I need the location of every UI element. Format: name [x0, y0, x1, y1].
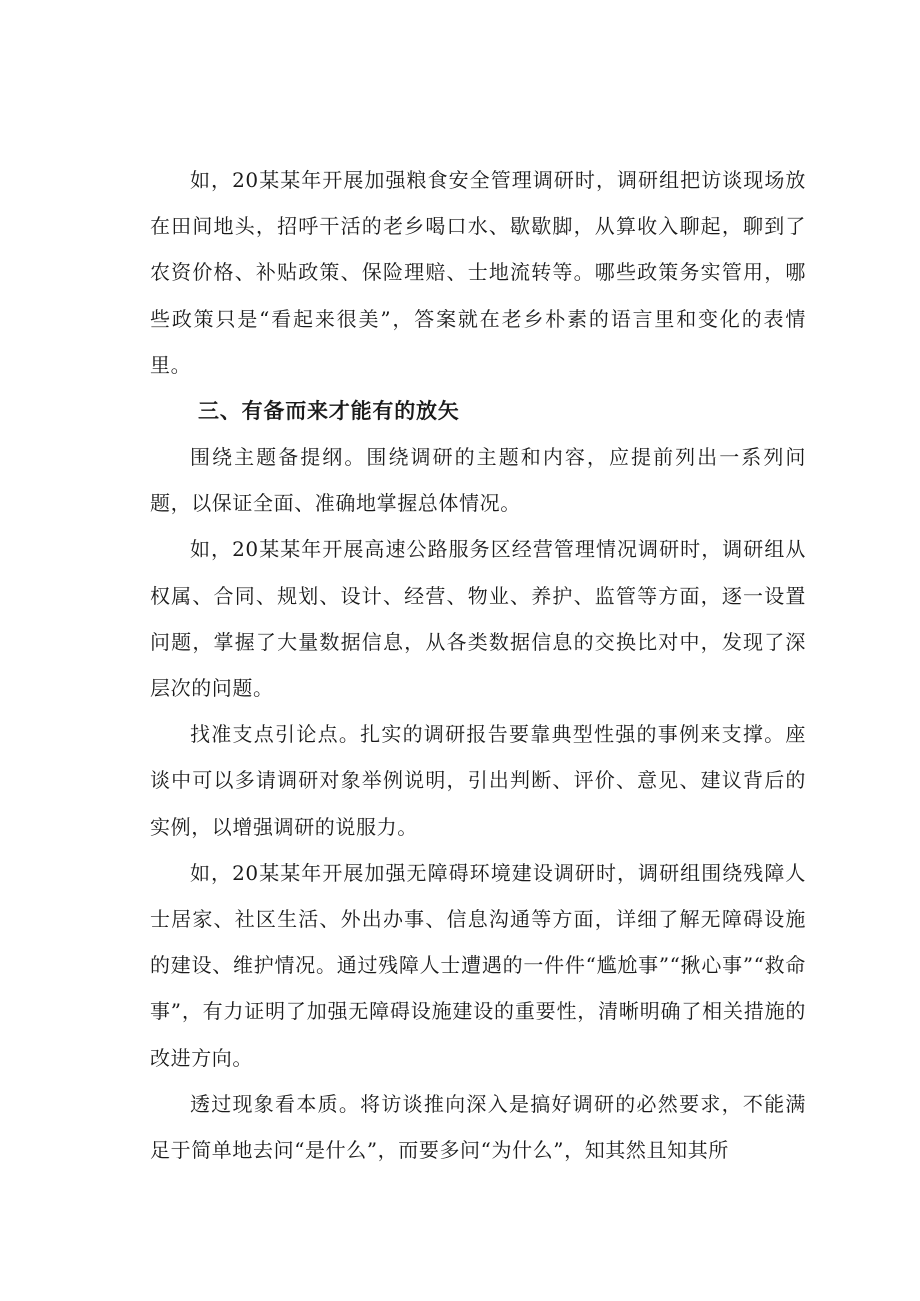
paragraph-grain-security-example: 如，20某某年开展加强粮食安全管理调研时，调研组把访谈现场放在田间地头，招呼干活的老乡喝口水、歇歇脚，从算收入聊起，聊到了农资价格、补贴政策、保险理赔、士地流转等。哪些政策务实管用，哪些政策只是“看起来很美”，答案就在老乡朴素的语言里和变化的表情里。 [150, 168, 806, 377]
section-heading-three: 三、有备而来才能有的放矢 [198, 399, 460, 424]
paragraph-highway-service-example: 如，20某某年开展高速公路服务区经营管理情况调研时，调研组从权属、合同、规划、设计、经营、物业、养护、监管等方面，逐一设置问题，掌握了大量数据信息，从各类数据信息的交换比对中，发现了深层次的问题。 [150, 537, 806, 701]
paragraph-accessibility-example: 如，20某某年开展加强无障碍环境建设调研时，调研组围绕残障人士居家、社区生活、外出办事、信息沟通等方面，详细了解无障碍设施的建设、维护情况。通过残障人士遭遇的一件件“尴尬事”“揪心事”“救命事”，有力证明了加强无障碍设施建设的重要性，清晰明确了相关措施的改进方向。 [150, 860, 806, 1070]
document-page [150, 157, 806, 1173]
paragraph-find-fulcrum: 找准支点引论点。扎实的调研报告要靠典型性强的事例来支撑。座谈中可以多请调研对象举例说明，引出判断、评价、意见、建议背后的实例，以增强调研的说服力。 [150, 722, 806, 839]
paragraph-prepare-outline: 围绕主题备提纲。围绕调研的主题和内容，应提前列出一系列问题，以保证全面、准确地掌握总体情况。 [150, 445, 806, 516]
paragraph-see-essence: 透过现象看本质。将访谈推向深入是搞好调研的必然要求，不能满足于简单地去问“是什么”，而要多问“为什么”，知其然且知其所 [150, 1091, 806, 1163]
